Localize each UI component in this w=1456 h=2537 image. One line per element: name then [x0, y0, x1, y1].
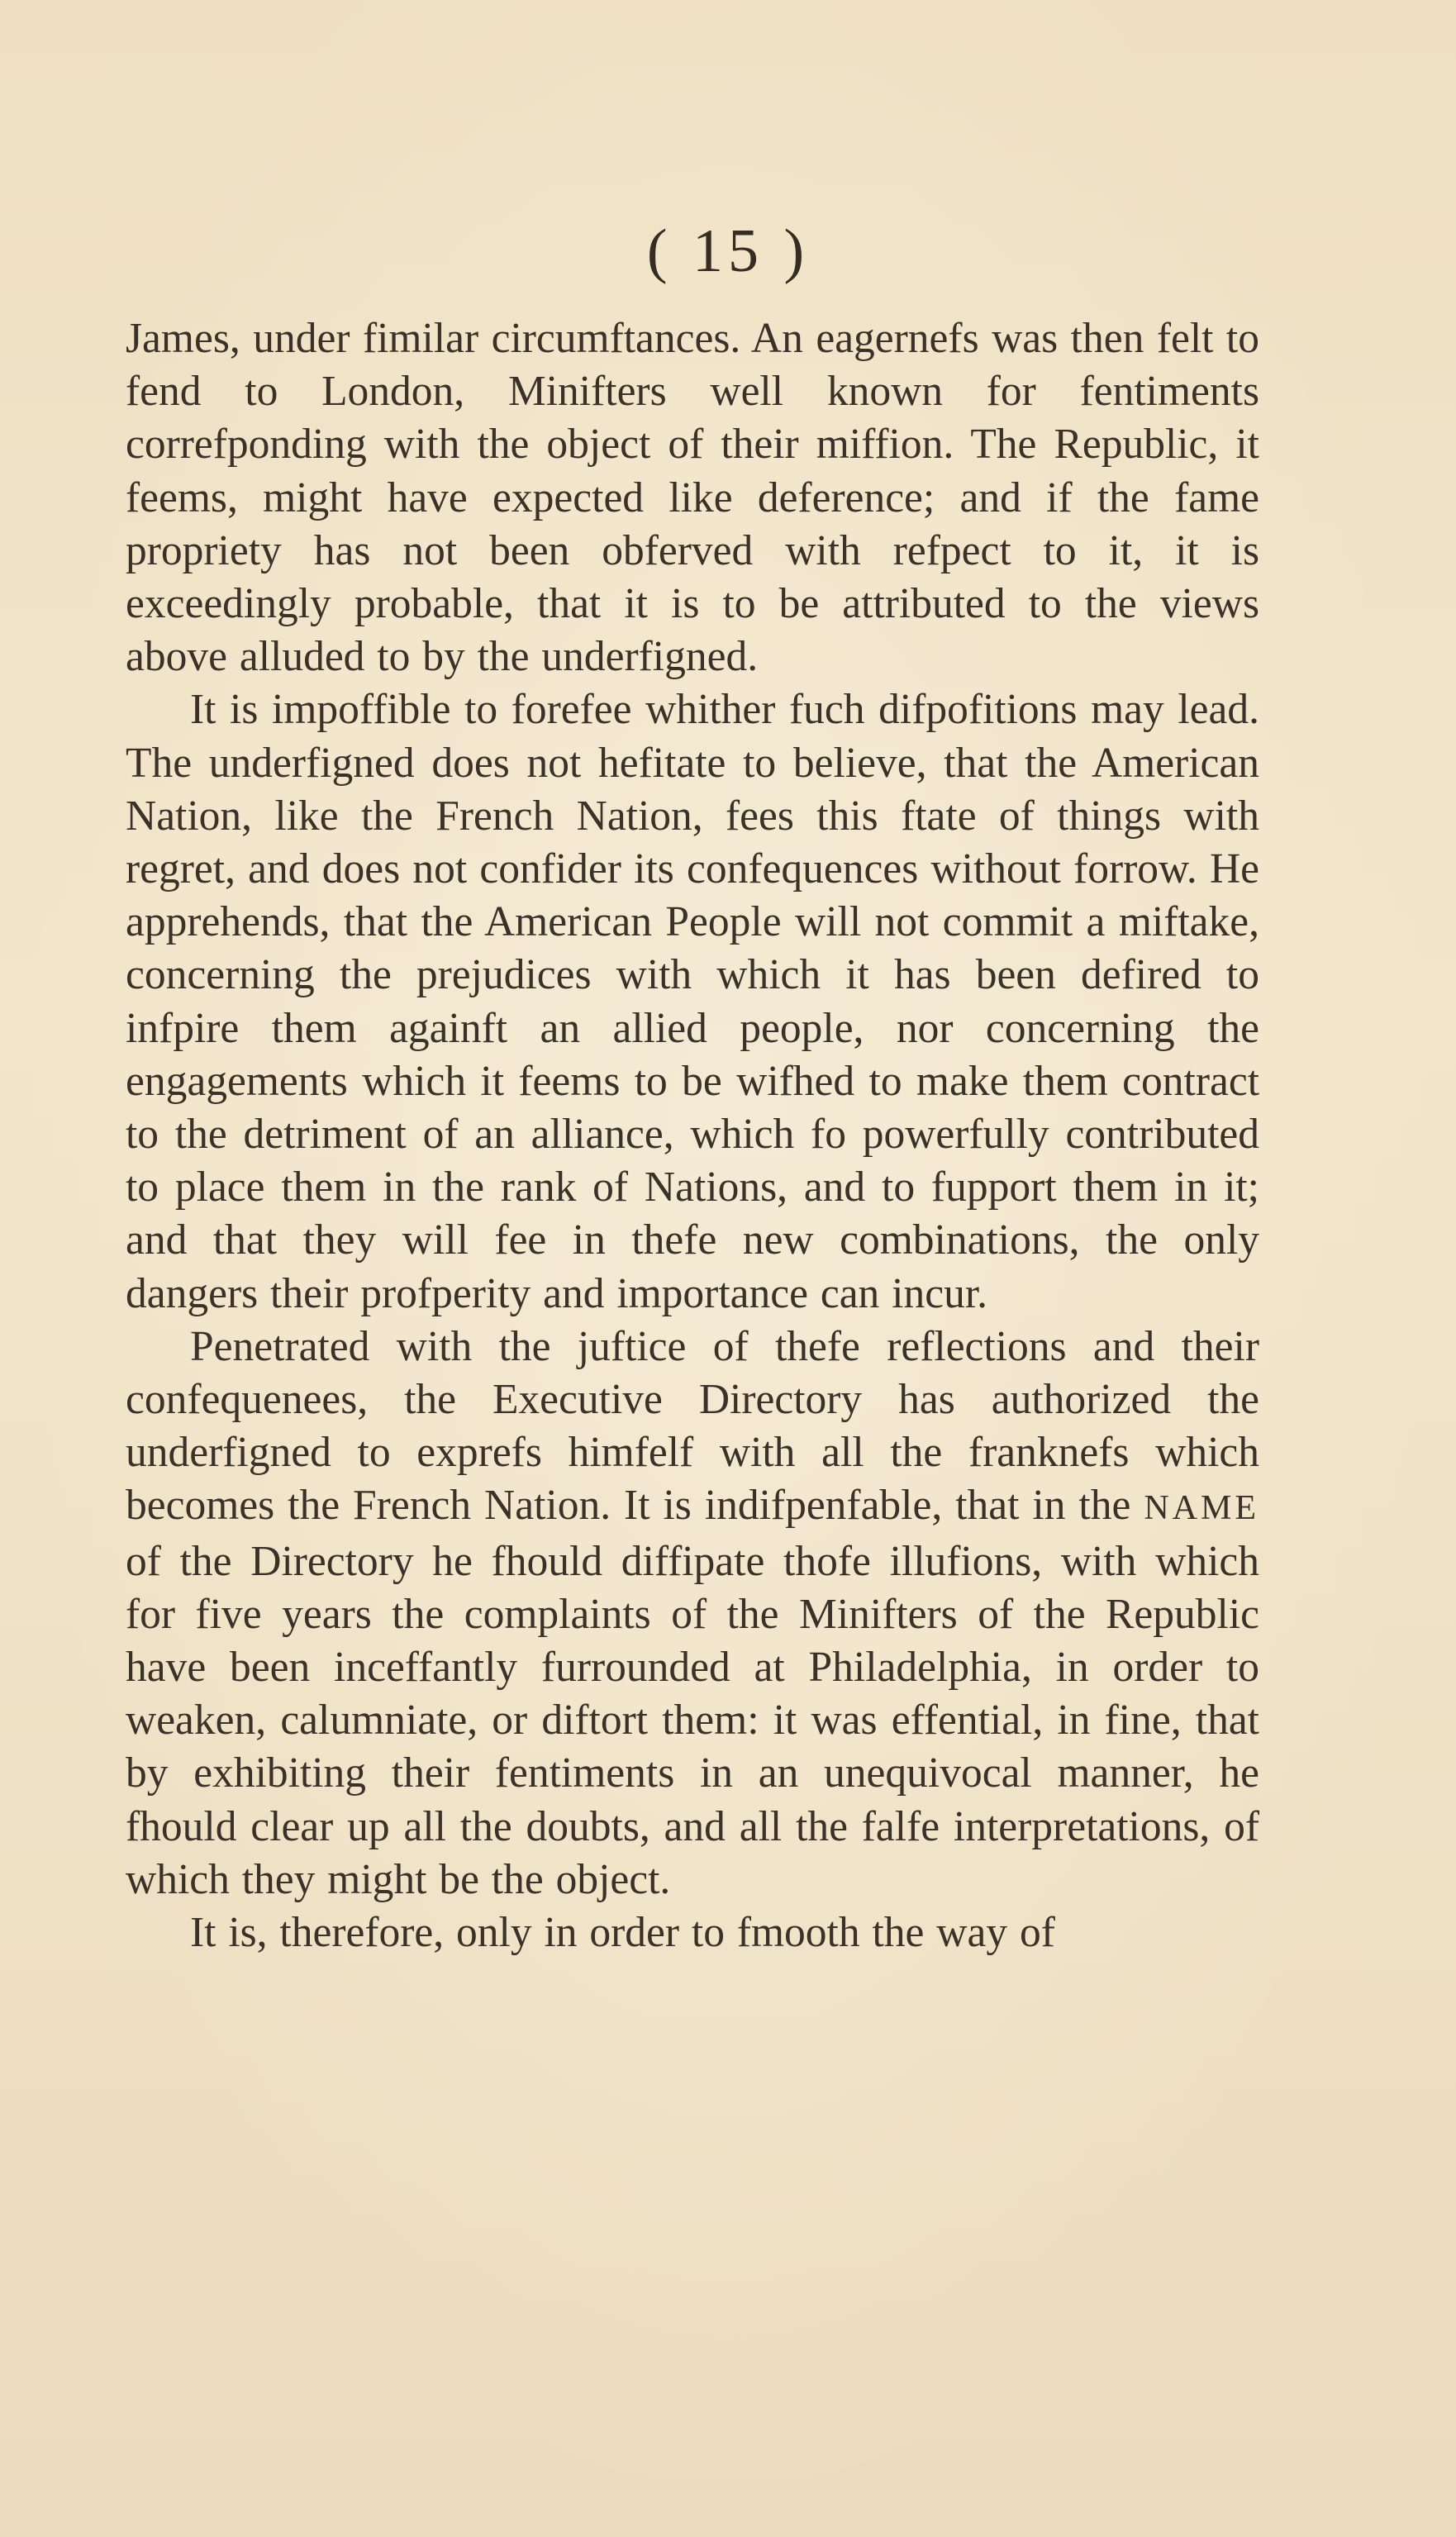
paragraph-2: It is impoffible to forefee whither fuch difpofitions may lead. The underfigned does not hefitate to believe, that the American Nation, like the French Nation, fees this ftate of things with regret, and does not confider its confequences without forrow. He apprehends, that the American People will not commit a miftake, concerning the prejudices with which it has been defired to infpire them againft an allied people, nor concerning the engagements which it feems to be wifhed to make them contract to the detriment of an alliance, which fo powerfully contributed to place them in the rank of Nations, and to fupport them in it; and that they will fee in thefe new combinations, the only dangers their profperity and importance can incur. — [126, 686, 1259, 1317]
body-text — [126, 312, 1259, 1959]
paragraph-3-part-1: Penetrated with the juftice of thefe reflections and their confequenees, the Executive Directory has authorized the underfigned to exprefs himfelf with all the franknefs which becomes the French Nation. It is indifpenfable, that in the — [126, 1322, 1259, 1530]
name-smallcaps: NAME — [1144, 1489, 1260, 1528]
paragraph-3 — [126, 1321, 1259, 1906]
paragraph-4: It is, therefore, only in order to fmooth the way of — [190, 1909, 1055, 1957]
paragraph-1: James, under fimilar circumftances. An eagernefs was then felt to fend to London, Minifters well known for fentiments correfponding with the object of their miffion. The Republic, it feems, might have expected like deference; and if the fame propriety has not been obferved with refpect to it, it is exceedingly probable, that it is to be attributed to the views above alluded to by the underfigned. — [126, 315, 1259, 681]
paragraph-3-part-2: of the Directory he fhould diffipate thofe illufions, with which for five years the complaints of the Minifters of the Republic have been inceffantly furrounded at Philadelphia, in order to weaken, calumniate, or diftort them: it was effential, in fine, that by exhibiting their fentiments in an unequivocal manner, he fhould clear up all the doubts, and all the falfe interpretations, of which they might be the object. — [126, 1537, 1259, 1903]
page-number: ( 15 ) — [646, 217, 810, 285]
